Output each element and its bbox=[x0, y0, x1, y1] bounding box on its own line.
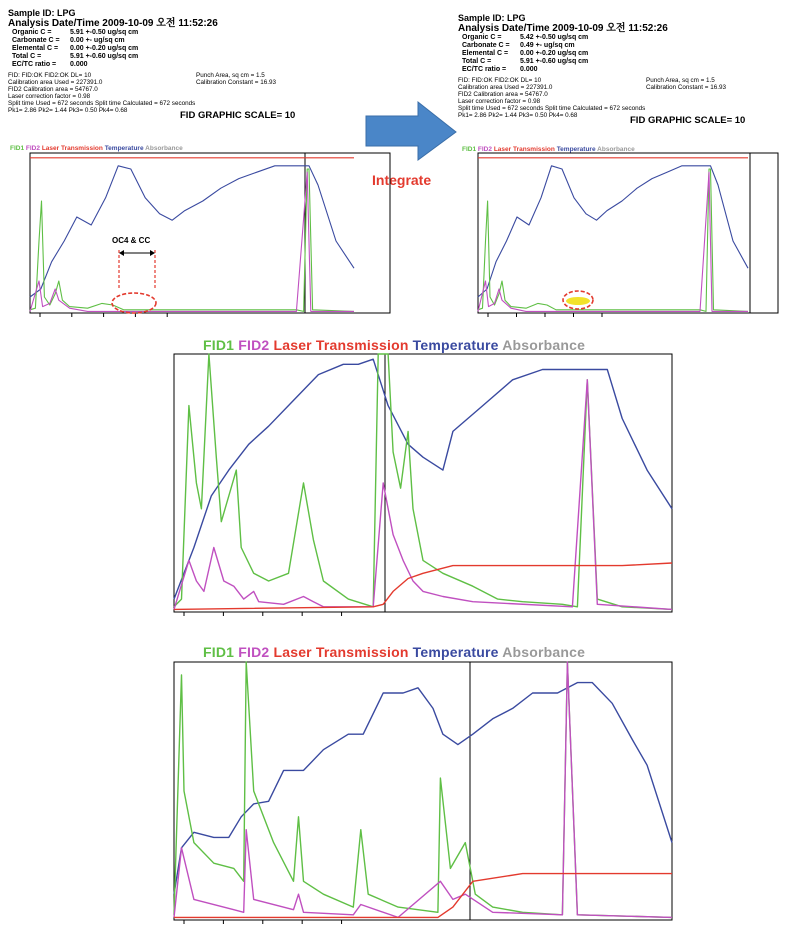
result-label: Elemental C = bbox=[12, 45, 59, 52]
instrument-left: Calibration area Used = 227391.0 bbox=[8, 79, 103, 86]
annotation-arrowhead-left bbox=[119, 250, 124, 256]
legend-absorbance: Absorbance bbox=[502, 644, 586, 660]
result-value: 0.49 +- ug/sq cm bbox=[520, 42, 575, 49]
instrument-left: FID: FID:OK FID2:OK DL= 10 bbox=[458, 77, 542, 84]
instrument-line: Split time Used = 672 seconds Split time Calculated = 672 seconds bbox=[458, 105, 646, 112]
right-scale: FID GRAPHIC SCALE= 10 bbox=[630, 115, 746, 126]
legend-laser: Laser Transmission bbox=[273, 337, 409, 353]
legend-fid2: FID2 bbox=[25, 145, 40, 152]
result-label: Organic C = bbox=[462, 34, 502, 41]
result-value: 0.00 +- ug/sq cm bbox=[70, 37, 125, 44]
right-sample-id: Sample ID: LPG bbox=[458, 13, 526, 23]
result-value: 5.42 +-0.50 ug/sq cm bbox=[520, 34, 589, 41]
integrate-label: Integrate bbox=[372, 172, 432, 188]
legend-temperature: Temperature bbox=[412, 337, 499, 353]
legend-laser: Laser Transmission bbox=[493, 146, 555, 153]
legend-absorbance: Absorbance bbox=[597, 146, 635, 153]
result-value: 5.91 +-0.60 ug/sq cm bbox=[520, 58, 589, 65]
result-label: Carbonate C = bbox=[12, 37, 60, 44]
legend-temperature: Temperature bbox=[104, 145, 144, 152]
instrument-right: Calibration Constant = 16.93 bbox=[646, 84, 726, 91]
result-label: Elemental C = bbox=[462, 50, 509, 57]
legend-fid2: FID2 bbox=[477, 146, 492, 153]
legend-absorbance: Absorbance bbox=[145, 145, 183, 152]
legend-fid2: FID2 bbox=[238, 644, 270, 660]
result-value: 5.91 +-0.50 ug/sq cm bbox=[70, 29, 139, 36]
instrument-line: Split time Used = 672 seconds Split time Calculated = 672 seconds bbox=[8, 100, 196, 107]
annotation-ellipse-left bbox=[112, 293, 156, 313]
result-value: 0.00 +-0.20 ug/sq cm bbox=[520, 50, 589, 57]
result-label: EC/TC ratio = bbox=[462, 66, 507, 73]
result-label: EC/TC ratio = bbox=[12, 61, 57, 68]
legend-fid1: FID1 bbox=[203, 644, 235, 660]
legend-temperature: Temperature bbox=[556, 146, 596, 153]
legend-temperature: Temperature bbox=[412, 644, 499, 660]
legend-laser: Laser Transmission bbox=[41, 145, 103, 152]
result-label: Carbonate C = bbox=[462, 42, 510, 49]
left-sample-id: Sample ID: LPG bbox=[8, 8, 76, 18]
annotation-arrowhead-right bbox=[150, 250, 155, 256]
instrument-line: Pk1= 2.86 Pk2= 1.44 Pk3= 0.50 Pk4= 0.68 bbox=[458, 112, 578, 119]
result-label: Total C = bbox=[12, 53, 42, 60]
legend-fid1: FID1 bbox=[462, 146, 477, 153]
instrument-line: Laser correction factor = 0.98 bbox=[458, 98, 541, 105]
legend-fid2: FID2 bbox=[238, 337, 270, 353]
instrument-line: FID2 Calibration area = 54767.0 bbox=[8, 86, 98, 93]
legend-laser: Laser Transmission bbox=[273, 644, 409, 660]
legend-fid1: FID1 bbox=[203, 337, 235, 353]
result-value: 0.000 bbox=[520, 66, 538, 73]
left-scale: FID GRAPHIC SCALE= 10 bbox=[180, 110, 296, 121]
instrument-line: FID2 Calibration area = 54767.0 bbox=[458, 91, 548, 98]
left-analysis-datetime: Analysis Date/Time 2009-10-09 오전 11:52:26 bbox=[8, 18, 218, 29]
result-value: 0.00 +-0.20 ug/sq cm bbox=[70, 45, 139, 52]
annotation-text: OC4 & CC bbox=[112, 236, 151, 245]
instrument-right: Punch Area, sq cm = 1.5 bbox=[196, 72, 265, 79]
integrated-area bbox=[566, 297, 590, 305]
instrument-right: Punch Area, sq cm = 1.5 bbox=[646, 77, 715, 84]
result-label: Organic C = bbox=[12, 29, 52, 36]
instrument-right: Calibration Constant = 16.93 bbox=[196, 79, 276, 86]
right-analysis-datetime: Analysis Date/Time 2009-10-09 오전 11:52:26 bbox=[458, 23, 668, 34]
result-value: 0.000 bbox=[70, 61, 88, 68]
legend-absorbance: Absorbance bbox=[502, 337, 586, 353]
instrument-line: Laser correction factor = 0.98 bbox=[8, 93, 91, 100]
instrument-line: Pk1= 2.86 Pk2= 1.44 Pk3= 0.50 Pk4= 0.68 bbox=[8, 107, 128, 114]
instrument-left: FID: FID:OK FID2:OK DL= 10 bbox=[8, 72, 92, 79]
result-label: Total C = bbox=[462, 58, 492, 65]
legend-fid1: FID1 bbox=[10, 145, 25, 152]
result-value: 5.91 +-0.60 ug/sq cm bbox=[70, 53, 139, 60]
instrument-left: Calibration area Used = 227391.0 bbox=[458, 84, 553, 91]
